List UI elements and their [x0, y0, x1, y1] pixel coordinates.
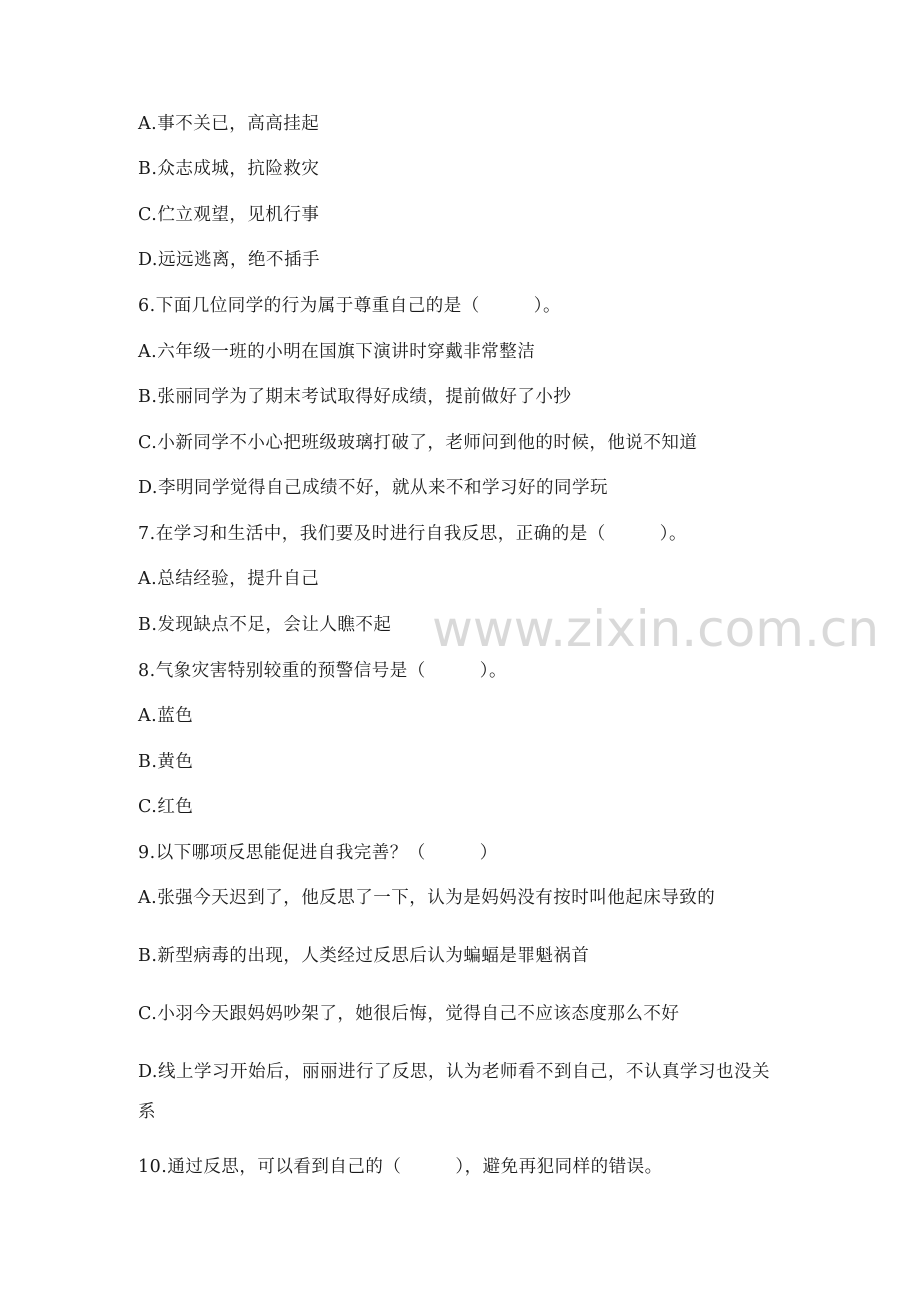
option-9b: B.新型病毒的出现，人类经过反思后认为蝙蝠是罪魁祸首 [138, 946, 590, 966]
question-9: 9.以下哪项反思能促进自我完善？（ ） [138, 843, 498, 863]
option-9d: D.线上学习开始后，丽丽进行了反思，认为老师看不到自己，不认真学习也没关系 [138, 1062, 770, 1122]
question-7: 7.在学习和生活中，我们要及时进行自我反思，正确的是（ ）。 [138, 524, 687, 544]
option-5c: C.伫立观望，见机行事 [138, 205, 320, 225]
option-9c: C.小羽今天跟妈妈吵架了，她很后悔，觉得自己不应该态度那么不好 [138, 1004, 680, 1024]
option-7a: A.总结经验，提升自己 [138, 569, 320, 589]
option-6c: C.小新同学不小心把班级玻璃打破了，老师问到他的时候，他说不知道 [138, 433, 698, 453]
question-8: 8.气象灾害特别较重的预警信号是（ ）。 [138, 661, 507, 681]
option-8a: A.蓝色 [138, 706, 194, 726]
option-5b: B.众志成城，抗险救灾 [138, 159, 320, 179]
question-10: 10.通过反思，可以看到自己的（ ），避免再犯同样的错误。 [138, 1157, 663, 1177]
option-6b: B.张丽同学为了期末考试取得好成绩，提前做好了小抄 [138, 387, 572, 407]
question-6: 6.下面几位同学的行为属于尊重自己的是（ ）。 [138, 296, 561, 316]
option-7b: B.发现缺点不足，会让人瞧不起 [138, 615, 392, 635]
option-9a: A.张强今天迟到了，他反思了一下，认为是妈妈没有按时叫他起床导致的 [138, 888, 716, 908]
option-8b: B.黄色 [138, 752, 194, 772]
option-5d: D.远远逃离，绝不插手 [138, 250, 320, 270]
option-8c: C.红色 [138, 797, 194, 817]
option-6d: D.李明同学觉得自己成绩不好，就从来不和学习好的同学玩 [138, 478, 608, 498]
option-6a: A.六年级一班的小明在国旗下演讲时穿戴非常整洁 [138, 342, 536, 362]
option-5a: A.事不关已，高高挂起 [138, 114, 320, 134]
watermark: www.zixin.com.cn [432, 600, 880, 658]
